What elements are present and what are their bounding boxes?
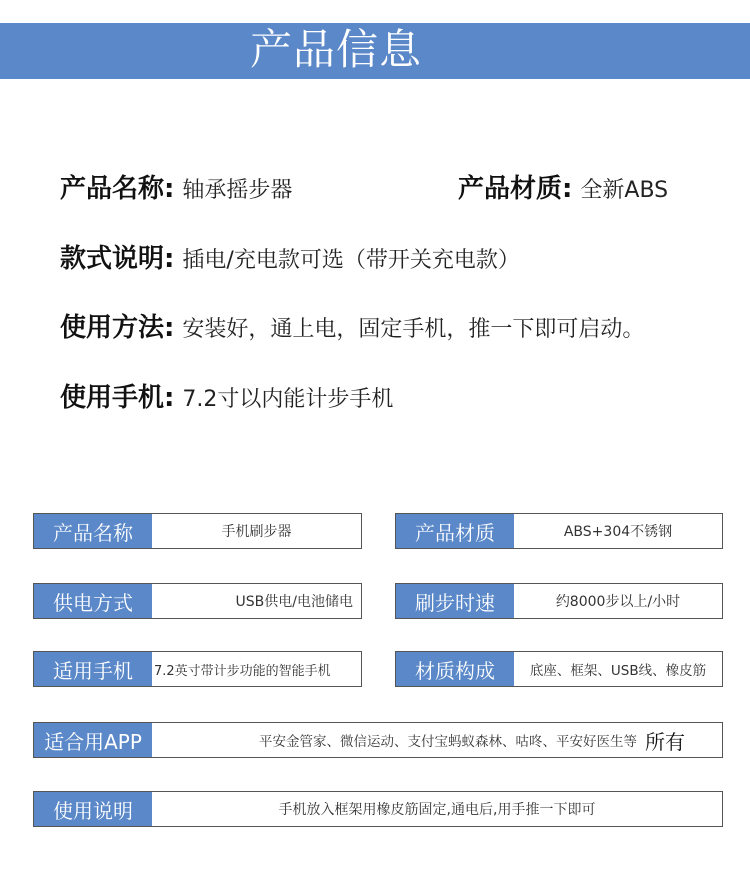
spec-value: ABS+304不锈钢: [563, 524, 673, 540]
spec-value: USB供电/电池储电: [235, 594, 353, 610]
info-usage: [60, 307, 644, 344]
spec-label: 产品材质: [396, 514, 514, 548]
info-key: 产品名称:: [60, 174, 175, 204]
spec-app-extra: 所有: [645, 729, 685, 754]
info-value: 安装好，通上电，固定手机，推一下即可启动。: [182, 317, 645, 342]
info-material: [458, 168, 668, 205]
spec-label: 刷步时速: [396, 584, 514, 618]
spec-label: 材质构成: [396, 652, 514, 686]
spec-value: 约8000步以上/小时: [555, 594, 681, 610]
spec-power: [33, 583, 362, 619]
info-value: 轴承摇步器: [182, 178, 293, 203]
info-key: 产品材质:: [458, 174, 573, 204]
spec-label: 产品名称: [34, 514, 152, 548]
spec-label: 适用手机: [34, 652, 152, 686]
info-value: 插电/充电款可选（带开关充电款）: [182, 248, 520, 273]
info-value: 全新ABS: [580, 178, 669, 203]
spec-value: [152, 723, 722, 757]
spec-value: 7.2英寸带计步功能的智能手机: [154, 663, 331, 679]
spec-speed: [395, 583, 723, 619]
spec-value: 手机放入框架用橡皮筋固定,通电后,用手推一下即可: [278, 802, 596, 818]
spec-label: 适合用APP: [34, 723, 152, 757]
spec-label: 供电方式: [34, 584, 152, 618]
info-key: 款式说明:: [60, 244, 175, 274]
spec-app: [33, 722, 723, 758]
spec-value: 底座、框架、USB线、橡皮筋: [529, 663, 707, 679]
spec-phone: [33, 651, 362, 687]
spec-app-list: 平安金管家、微信运动、支付宝蚂蚁森林、咕咚、平安好医生等: [259, 734, 637, 750]
info-key: 使用手机:: [60, 383, 175, 413]
spec-composition: [395, 651, 723, 687]
info-product-name: [60, 168, 292, 205]
info-key: 使用方法:: [60, 313, 175, 343]
info-style: [60, 238, 520, 275]
page-title: 产品信息: [250, 25, 423, 74]
spec-instructions: [33, 791, 723, 827]
spec-product-name: [33, 513, 362, 549]
info-phone: [60, 377, 393, 414]
spec-material: [395, 513, 723, 549]
info-value: 7.2寸以内能计步手机: [182, 387, 394, 412]
spec-value: 手机刷步器: [221, 524, 292, 540]
spec-label: 使用说明: [34, 792, 152, 826]
